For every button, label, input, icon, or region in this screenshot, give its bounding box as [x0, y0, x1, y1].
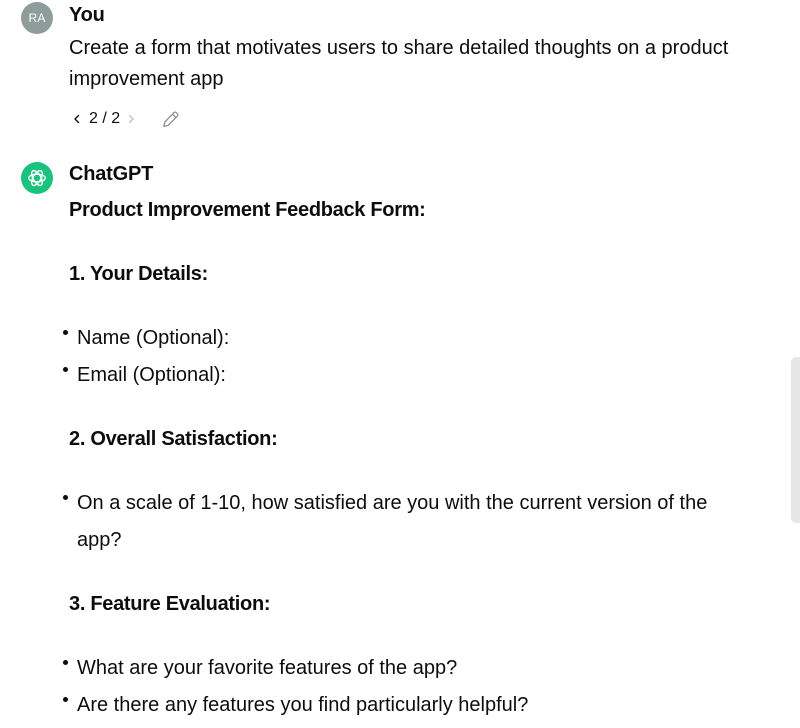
user-avatar-initials: RA: [28, 11, 46, 25]
pencil-icon: [161, 110, 180, 129]
list-item: Are there any features you find particularly helpful?: [77, 687, 737, 724]
section-heading: 3. Feature Evaluation:: [69, 593, 271, 615]
message-actions: [69, 106, 181, 132]
section-heading: 1. Your Details:: [69, 263, 208, 285]
user-message-text: Create a form that motivates users to share detailed thoughts on a product improvement app: [69, 37, 729, 90]
list-item: What are your favorite features of the app?: [77, 650, 737, 687]
assistant-author-name: ChatGPT: [69, 163, 154, 185]
edit-message-button[interactable]: [159, 108, 181, 130]
chevron-left-icon: [72, 114, 82, 124]
assistant-avatar: [21, 162, 53, 194]
list-item: On a scale of 1-10, how satisfied are you with the current version of the app?: [77, 485, 737, 559]
previous-version-button[interactable]: [69, 111, 85, 127]
version-counter: 2 / 2: [89, 110, 121, 127]
list-item: Email (Optional):: [77, 357, 737, 394]
form-title: Product Improvement Feedback Form:: [69, 199, 426, 221]
next-version-button[interactable]: [123, 111, 139, 127]
user-author-name: You: [69, 4, 105, 26]
user-avatar: [21, 2, 53, 34]
scrollbar-thumb[interactable]: [791, 357, 800, 523]
list-item: Name (Optional):: [77, 320, 737, 357]
section-heading: 2. Overall Satisfaction:: [69, 428, 278, 450]
chevron-right-icon: [126, 114, 136, 124]
openai-logo-icon: [26, 167, 48, 189]
